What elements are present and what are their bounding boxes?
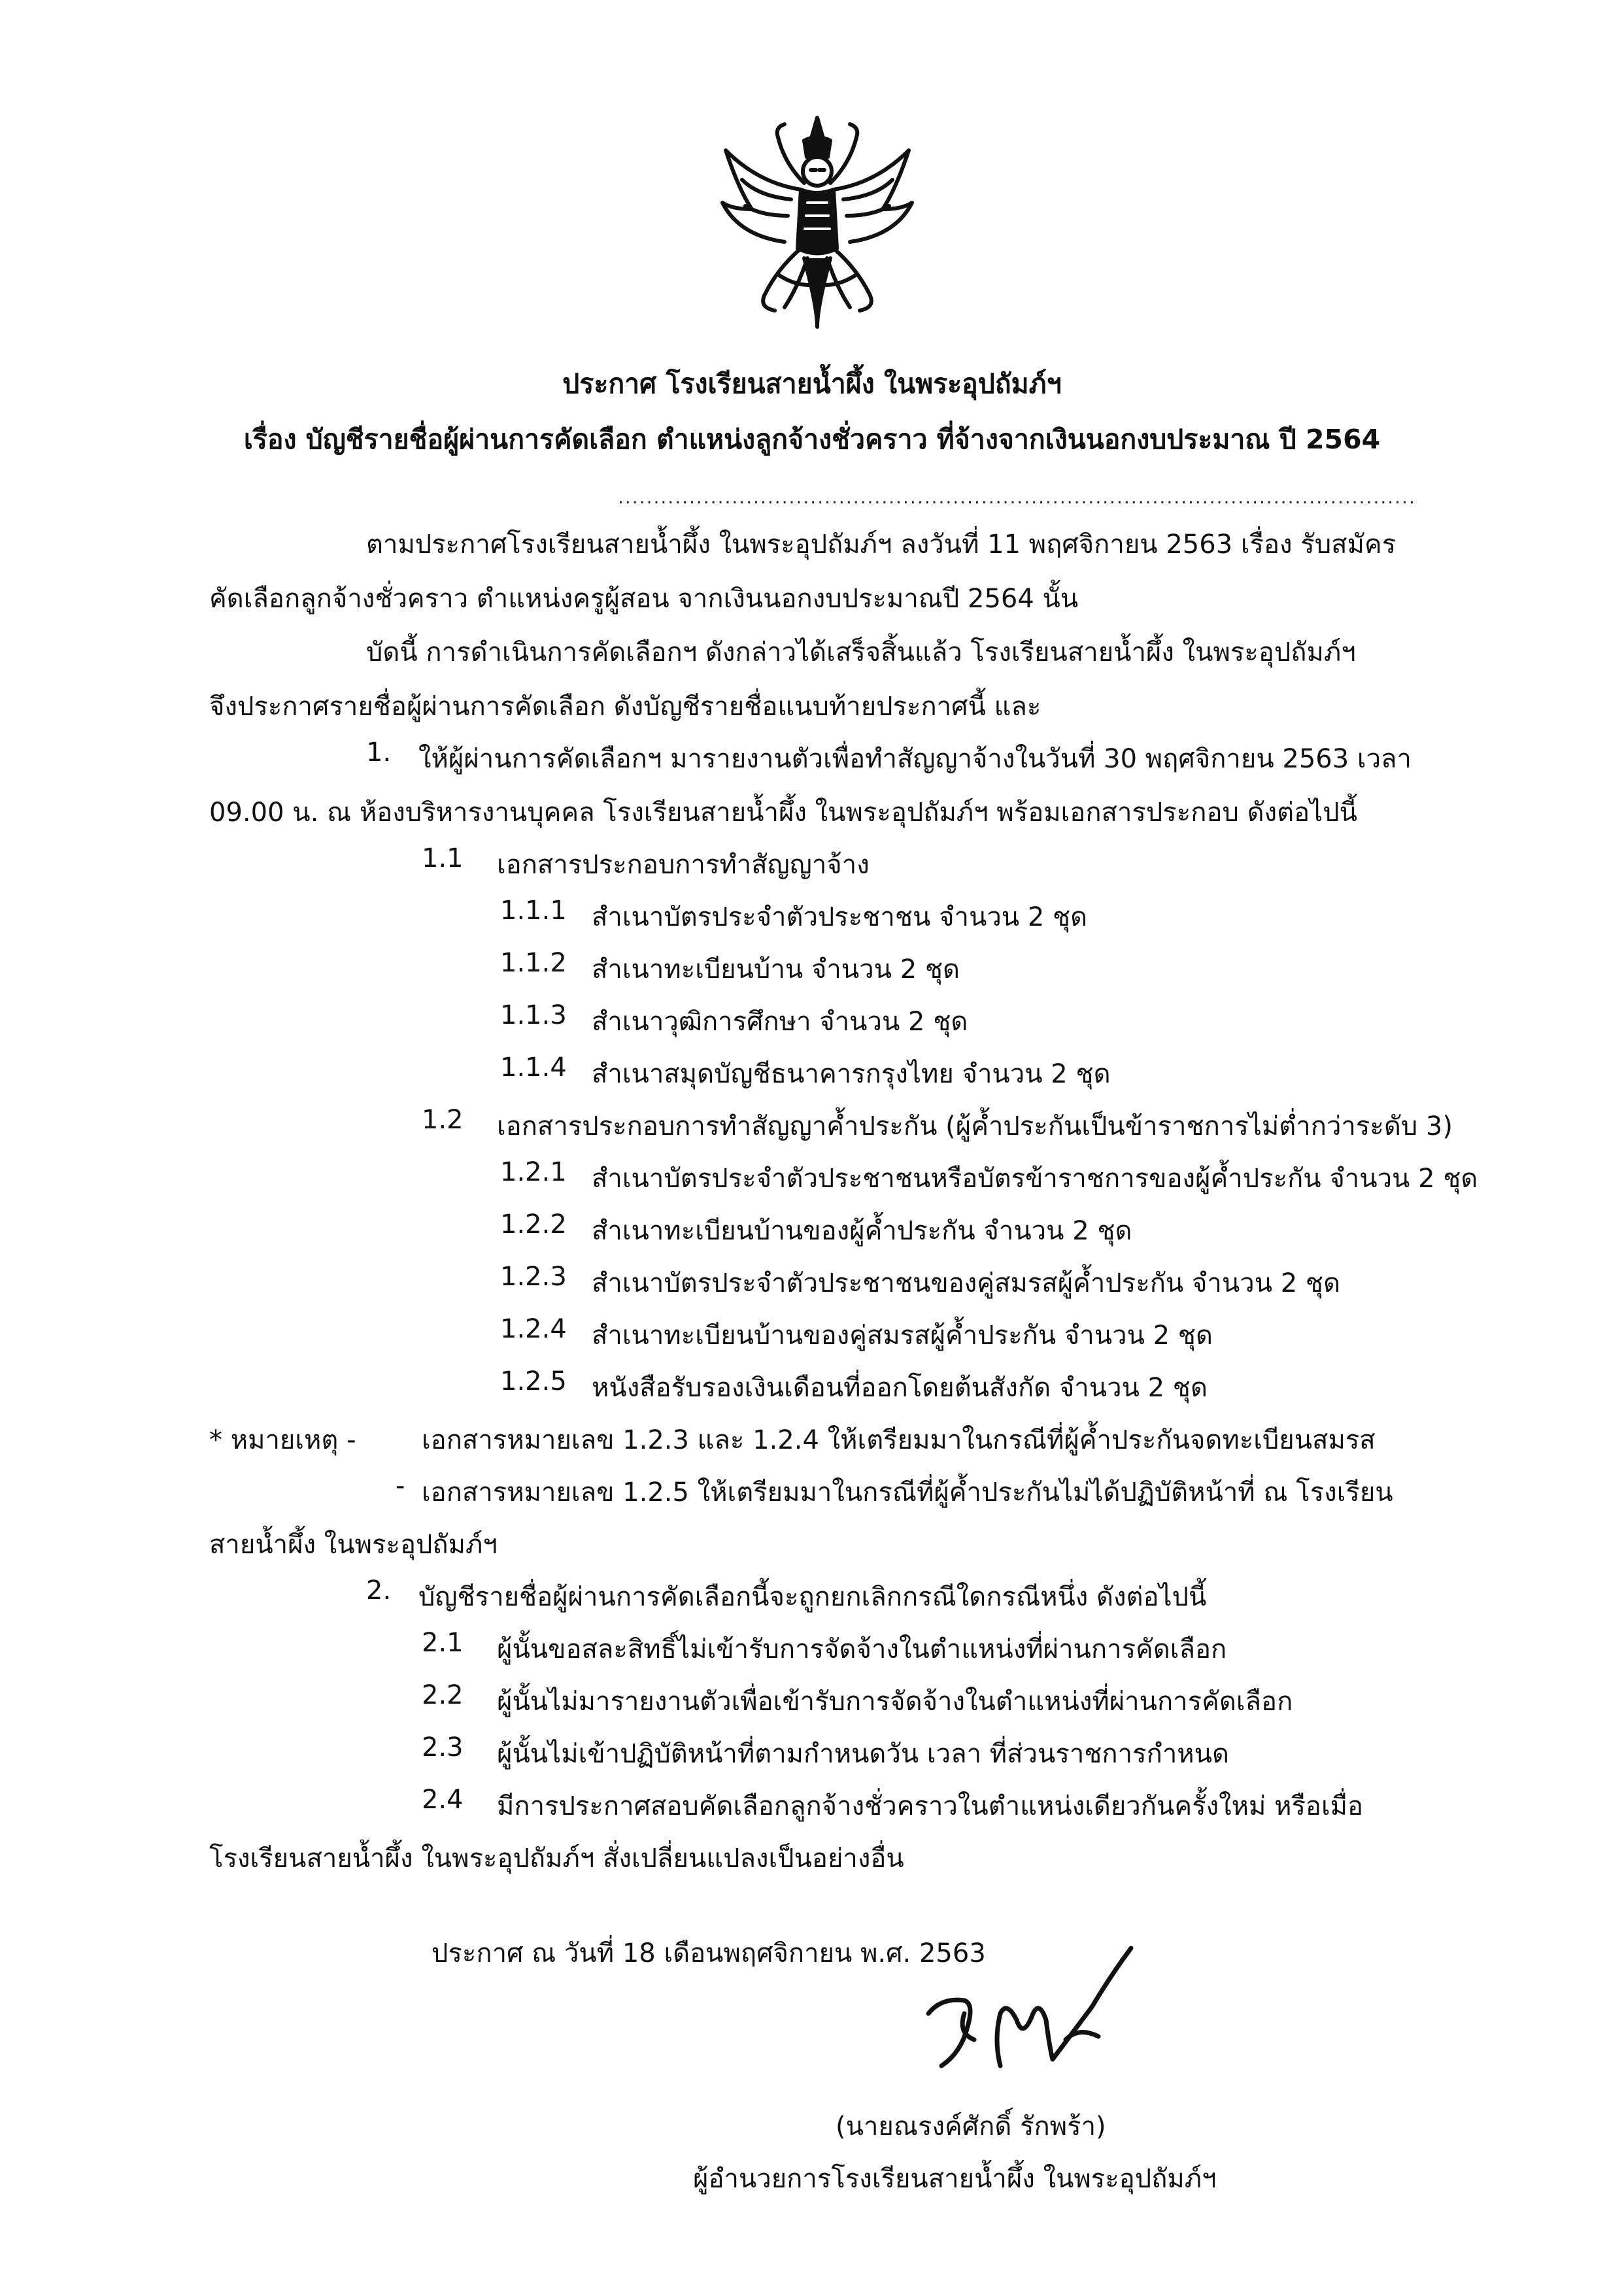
item-1-1-2-number: 1.1.2: [500, 948, 567, 978]
item-2-number: 2.: [366, 1576, 392, 1606]
item-1-1-3-number: 1.1.3: [500, 1000, 567, 1030]
item-1-2-1-number: 1.2.1: [500, 1157, 567, 1187]
item-1-1-1-text: สำเนาบัตรประจำตัวประชาชน จำนวน 2 ชุด: [592, 902, 1088, 932]
item-2-3-number: 2.3: [422, 1732, 464, 1763]
item-1-1-number: 1.1: [422, 843, 464, 873]
garuda-emblem-icon: [713, 111, 922, 333]
item-2-text: บัญชีรายชื่อผู้ผ่านการคัดเลือกนี้จะถูกยกเลิกกรณีใดกรณีหนึ่ง ดังต่อไปนี้: [418, 1582, 1207, 1612]
title-divider-dots: ................................................................................................................: [618, 486, 1416, 508]
item-1-line-2: 09.00 น. ณ ห้องบริหารงานบุคคล โรงเรียนสายน้ำผึ้ง ในพระอุปถัมภ์ฯ พร้อมเอกสารประกอบ ดังต่อไปนี้: [209, 798, 1357, 828]
signer-name: (นายณรงค์ศักดิ์ รักพร้า): [836, 2112, 1106, 2142]
note-label: * หมายเหตุ -: [209, 1425, 356, 1455]
item-2-4-line-1: มีการประกาศสอบคัดเลือกลูกจ้างชั่วคราวในตำแหน่งเดียวกันครั้งใหม่ หรือเมื่อ: [497, 1791, 1364, 1821]
paragraph-2-line-1: บัดนี้ การดำเนินการคัดเลือกฯ ดังกล่าวได้เสร็จสิ้นแล้ว โรงเรียนสายน้ำผึ้ง ในพระอุปถัมภ์ฯ: [366, 637, 1356, 667]
item-1-2-3-number: 1.2.3: [500, 1262, 567, 1292]
note-2-dash: -: [396, 1471, 405, 1501]
item-2-2-text: ผู้นั้นไม่มารายงานตัวเพื่อเข้ารับการจัดจ้างในตำแหน่งที่ผ่านการคัดเลือก: [497, 1687, 1293, 1717]
item-1-number: 1.: [366, 737, 392, 767]
signer-position: ผู้อำนวยการโรงเรียนสายน้ำผึ้ง ในพระอุปถัมภ์ฯ: [693, 2164, 1217, 2194]
note-1-text: เอกสารหมายเลข 1.2.3 และ 1.2.4 ให้เตรียมมาในกรณีที่ผู้ค้ำประกันจดทะเบียนสมรส: [422, 1425, 1376, 1455]
item-1-1-3-text: สำเนาวุฒิการศึกษา จำนวน 2 ชุด: [592, 1007, 968, 1037]
announcement-title: ประกาศ โรงเรียนสายน้ำผึ้ง ในพระอุปถัมภ์ฯ: [562, 368, 1062, 399]
item-1-2-4-number: 1.2.4: [500, 1314, 567, 1344]
item-1-2-3-text: สำเนาบัตรประจำตัวประชาชนของคู่สมรสผู้ค้ำประกัน จำนวน 2 ชุด: [592, 1268, 1341, 1298]
item-1-2-text: เอกสารประกอบการทำสัญญาค้ำประกัน (ผู้ค้ำประกันเป็นข้าราชการไม่ต่ำกว่าระดับ 3): [497, 1111, 1453, 1141]
item-2-2-number: 2.2: [422, 1680, 464, 1710]
note-2-line-1: เอกสารหมายเลข 1.2.5 ให้เตรียมมาในกรณีที่ผู้ค้ำประกันไม่ได้ปฏิบัติหน้าที่ ณ โรงเรียน: [422, 1477, 1393, 1508]
item-1-2-5-number: 1.2.5: [500, 1366, 567, 1396]
item-2-4-line-2: โรงเรียนสายน้ำผึ้ง ในพระอุปถัมภ์ฯ สั่งเปลี่ยนแปลงเป็นอย่างอื่น: [209, 1844, 904, 1874]
item-2-4-number: 2.4: [422, 1785, 464, 1815]
paragraph-1-line-2: คัดเลือกลูกจ้างชั่วคราว ตำแหน่งครูผู้สอน จากเงินนอกงบประมาณปี 2564 นั้น: [209, 584, 1079, 614]
paragraph-1-line-1: ตามประกาศโรงเรียนสายน้ำผึ้ง ในพระอุปถัมภ์ฯ ลงวันที่ 11 พฤศจิกายน 2563 เรื่อง รับสมัคร: [366, 530, 1396, 560]
item-1-2-5-text: หนังสือรับรองเงินเดือนที่ออกโดยต้นสังกัด จำนวน 2 ชุด: [592, 1373, 1208, 1403]
announcement-subject: เรื่อง บัญชีรายชื่อผู้ผ่านการคัดเลือก ตำแหน่งลูกจ้างชั่วคราว ที่จ้างจากเงินนอกงบประมาณ ปี 2564: [243, 424, 1381, 455]
item-2-1-text: ผู้นั้นขอสละสิทธิ์ไม่เข้ารับการจัดจ้างในตำแหน่งที่ผ่านการคัดเลือก: [497, 1634, 1227, 1664]
item-1-2-2-number: 1.2.2: [500, 1209, 567, 1240]
item-2-1-number: 2.1: [422, 1628, 464, 1658]
paragraph-2-line-2: จึงประกาศรายชื่อผู้ผ่านการคัดเลือก ดังบัญชีรายชื่อแนบท้ายประกาศนี้ และ: [209, 692, 1041, 722]
item-1-1-2-text: สำเนาทะเบียนบ้าน จำนวน 2 ชุด: [592, 954, 960, 985]
item-1-1-text: เอกสารประกอบการทำสัญญาจ้าง: [497, 850, 870, 880]
item-1-1-4-number: 1.1.4: [500, 1053, 567, 1083]
item-1-2-number: 1.2: [422, 1105, 464, 1135]
item-1-2-4-text: สำเนาทะเบียนบ้านของคู่สมรสผู้ค้ำประกัน จำนวน 2 ชุด: [592, 1321, 1213, 1351]
note-2-line-2: สายน้ำผึ้ง ในพระอุปถัมภ์ฯ: [209, 1530, 498, 1560]
item-1-2-1-text: สำเนาบัตรประจำตัวประชาชนหรือบัตรข้าราชการของผู้ค้ำประกัน จำนวน 2 ชุด: [592, 1164, 1478, 1194]
item-1-1-1-number: 1.1.1: [500, 896, 567, 926]
handwritten-signature: [902, 1935, 1151, 2079]
item-1-2-2-text: สำเนาทะเบียนบ้านของผู้ค้ำประกัน จำนวน 2 ชุด: [592, 1216, 1132, 1246]
item-1-line-1: ให้ผู้ผ่านการคัดเลือกฯ มารายงานตัวเพื่อทำสัญญาจ้างในวันที่ 30 พฤศจิกายน 2563 เวลา: [418, 744, 1412, 774]
item-1-1-4-text: สำเนาสมุดบัญชีธนาคารกรุงไทย จำนวน 2 ชุด: [592, 1059, 1111, 1089]
announce-date: ประกาศ ณ วันที่ 18 เดือนพฤศจิกายน พ.ศ. 2563: [431, 1938, 986, 1968]
item-2-3-text: ผู้นั้นไม่เข้าปฏิบัติหน้าที่ตามกำหนดวัน เวลา ที่ส่วนราชการกำหนด: [497, 1739, 1229, 1769]
